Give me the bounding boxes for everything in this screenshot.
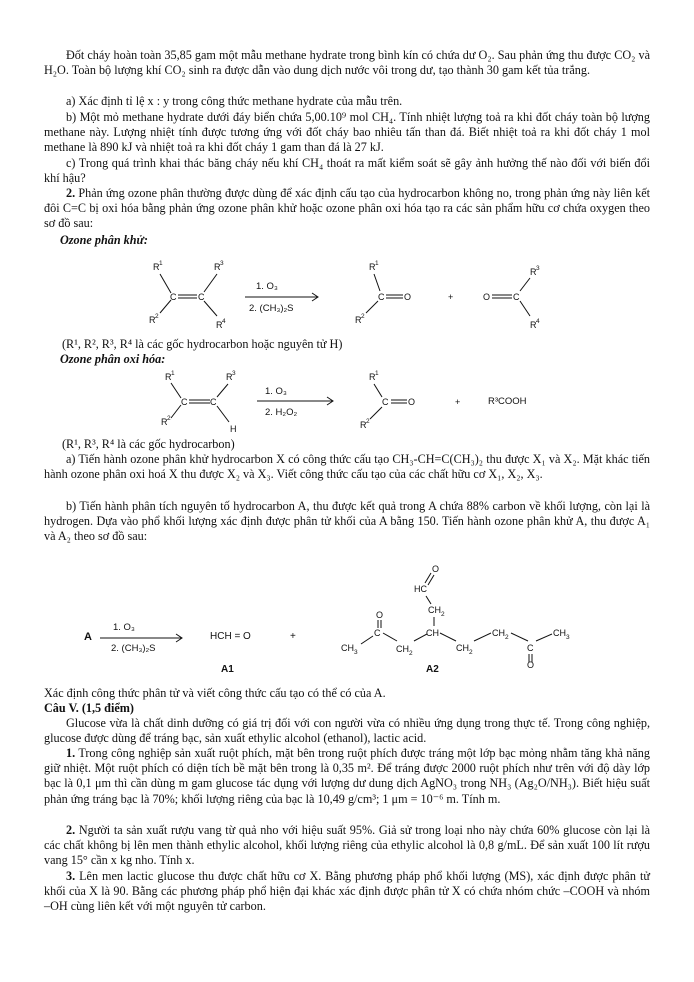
svg-text:CH: CH <box>553 628 566 638</box>
svg-text:C: C <box>382 397 389 407</box>
paragraph-ozonolysis-text: Phản ứng ozone phân thường được dùng để xác định cấu tạo của hydrocarbon không no, trong phản ứng này liên kết đôi C=C bị oxi hóa bằng phản ứng ozone phân khử hoặc ozone phân oxi hóa tạo ra các sản phẩm hữu cơ chứa oxygen theo sơ đồ sau: <box>44 186 650 231</box>
product-A1-formula: HCH = O <box>210 631 251 642</box>
svg-text:O: O <box>527 660 535 668</box>
svg-text:C: C <box>210 397 217 407</box>
product-carboxylic-acid: R³COOH <box>488 396 527 407</box>
paragraph-ozonolysis <box>44 186 650 232</box>
svg-text:R: R <box>216 320 223 330</box>
svg-text:CH: CH <box>428 605 441 615</box>
paragraph-methane-intro: Đốt cháy hoàn toàn 35,85 gam một mẫu methane hydrate trong bình kín có chứa dư O₂. Sau phản ứng thu được CO₂ và H₂O. Toàn bộ lượng khí CO₂ sinh ra được dẫn vào dung dịch nước vôi trong dư, tạo thành 30 gam kết tủa trắng. <box>44 48 650 78</box>
label-A2: A2 <box>426 664 439 675</box>
question-v1-text: Trong công nghiệp sản xuất ruột phích, mặt bên trong ruột phích được tráng một lớp bạc mỏng nhằm tăng khả năng giữ nhiệt. Một ruột phích có diện tích bề mặt bên trong là 0,35 m². Để tráng được 2000 ruột phích như trên với độ dày lớp bạc là 0,1 μm thì cần dùng m gam glucose tác dụng với lượng dư dung dịch AgNO₃ trong NH₃ (Ag₂O/NH₃). Biết hiệu suất phản ứng tráng bạc là 70%; khối lượng riêng của bạc là 10,49 g/cm³; 1 μm = 10⁻⁶ m. Tính m. <box>44 746 650 806</box>
condition-h2o2: 2. H₂O₂ <box>265 407 298 418</box>
item-number-v2: 2. <box>66 823 76 837</box>
svg-text:R: R <box>161 417 168 427</box>
svg-text:C: C <box>513 292 520 302</box>
svg-text:O: O <box>408 397 416 407</box>
svg-text:R: R <box>165 372 172 382</box>
heading-reductive-ozonolysis: Ozone phân khử: <box>60 233 148 247</box>
svg-text:1: 1 <box>159 260 163 267</box>
svg-text:2: 2 <box>361 313 365 320</box>
svg-text:H: H <box>230 424 237 434</box>
label-A1: A1 <box>221 664 234 675</box>
svg-text:CH: CH <box>492 628 505 638</box>
condition-o3: 1. O₃ <box>256 281 278 292</box>
svg-text:3: 3 <box>354 649 358 656</box>
section-heading-cau-v: Câu V. (1,5 điểm) <box>44 701 134 715</box>
svg-text:4: 4 <box>222 318 226 325</box>
svg-text:3: 3 <box>536 265 540 272</box>
question-2b: b) Tiến hành phân tích nguyên tố hydrocarbon A, thu được kết quả trong A chứa 88% carbon về khối lượng, còn lại là hydrogen. Dựa vào phổ khối lượng xác định được phân tử khối của A bằng 150. Tiến hành ozone phân khử A, thu được A₁ và A₂ theo sơ đồ sau: <box>44 499 650 544</box>
svg-text:+: + <box>448 292 454 302</box>
condition-o3-3: 1. O₃ <box>113 622 135 633</box>
question-v2 <box>44 823 650 869</box>
svg-text:R: R <box>153 262 160 272</box>
svg-text:C: C <box>170 292 177 302</box>
svg-text:R: R <box>214 262 221 272</box>
svg-text:R: R <box>149 315 156 325</box>
svg-text:2: 2 <box>366 418 370 425</box>
svg-text:2: 2 <box>167 415 171 422</box>
svg-text:1: 1 <box>375 370 379 377</box>
svg-text:C: C <box>181 397 188 407</box>
svg-text:R: R <box>530 267 537 277</box>
note-substituents: (R¹, R², R³, R⁴ là các gốc hydrocarbon hoặc nguyên tử H) <box>62 337 343 351</box>
svg-text:2: 2 <box>155 313 159 320</box>
question-a: a) Xác định tỉ lệ x : y trong công thức methane hydrate của mẫu trên. <box>66 94 403 108</box>
svg-text:CH: CH <box>341 643 354 653</box>
svg-text:2: 2 <box>441 611 445 618</box>
svg-text:O: O <box>404 292 412 302</box>
question-2a: a) Tiến hành ozone phân khử hydrocarbon X có công thức cấu tạo CH₃-CH=C(CH₃)₂ thu được X₁ và X₂. Mặt khác tiến hành ozone phân oxi hoá X thu được X₂ và X₃. Viết công thức cấu tạo của các chất hữu cơ X₁, X₂, X₃. <box>44 452 650 482</box>
svg-text:2: 2 <box>409 650 413 657</box>
svg-text:O: O <box>376 610 384 620</box>
question-b: b) Một mỏ methane hydrate dưới đáy biển chứa 5,00.10⁹ mol CH₄. Tính nhiệt lượng toả ra khi đốt cháy toàn bộ lượng methane này. Lượng nhiệt tính được tương ứng với đốt cháy bao nhiêu tấn than đá. Biết nhiệt toả ra khi đốt cháy 1 mol methane là 890 kJ và nhiệt toả ra khi đốt cháy 1 gam than đá là 27 kJ. <box>44 110 650 155</box>
question-formula-A: Xác định công thức phân tử và viết công thức cấu tạo có thể có của A. <box>44 686 386 700</box>
note-substituents-2: (R¹, R³, R⁴ là các gốc hydrocarbon) <box>62 437 235 451</box>
svg-text:3: 3 <box>566 634 570 641</box>
svg-text:R: R <box>355 315 362 325</box>
svg-text:R: R <box>360 420 367 430</box>
item-number-v3: 3. <box>66 869 76 883</box>
question-c: c) Trong quá trình khai thác băng cháy nếu khí CH₄ thoát ra mất kiểm soát sẽ gây ảnh hưởng thế nào đối với biến đổi khí hậu? <box>44 156 650 186</box>
compound-A: A <box>84 631 92 643</box>
svg-text:R: R <box>530 320 537 330</box>
svg-text:CH: CH <box>396 644 409 654</box>
condition-dms: 2. (CH₃)₂S <box>249 303 294 314</box>
svg-text:R: R <box>369 262 376 272</box>
item-number-v1: 1. <box>66 746 76 760</box>
svg-text:+: + <box>455 397 461 407</box>
condition-o3-2: 1. O₃ <box>265 386 287 397</box>
svg-text:2: 2 <box>469 649 473 656</box>
heading-oxidative-ozonolysis: Ozone phân oxi hóa: <box>60 352 166 366</box>
condition-dms-3: 2. (CH₃)₂S <box>111 643 156 654</box>
svg-text:C: C <box>378 292 385 302</box>
svg-text:O: O <box>432 564 440 574</box>
scheme-reductive-ozonolysis <box>0 250 694 340</box>
svg-text:C: C <box>527 643 534 653</box>
svg-text:C: C <box>198 292 205 302</box>
svg-text:4: 4 <box>536 318 540 325</box>
svg-text:HC: HC <box>414 584 427 594</box>
svg-text:2: 2 <box>505 634 509 641</box>
plus-sign: + <box>290 631 296 642</box>
svg-text:CH: CH <box>426 628 439 638</box>
svg-text:O: O <box>483 292 491 302</box>
paragraph-glucose-intro: Glucose vừa là chất dinh dưỡng có giá trị đối với con người vừa có nhiều ứng dụng trong thực tế. Trong công nghiệp, glucose được dùng để tráng bạc, sản xuất ethylic alcohol (ethanol), lactic acid. <box>44 716 650 746</box>
scheme-oxidative-ozonolysis <box>0 365 694 435</box>
svg-text:R: R <box>226 372 233 382</box>
svg-text:R: R <box>369 372 376 382</box>
svg-text:3: 3 <box>232 370 236 377</box>
svg-text:C: C <box>374 628 381 638</box>
scheme-ozonolysis-A <box>0 558 694 668</box>
question-v1 <box>44 746 650 807</box>
svg-text:CH: CH <box>456 643 469 653</box>
question-v3-text: Lên men lactic glucose thu được chất hữu cơ X. Bằng phương pháp phổ khối lượng (MS), xác định được phân tử khối của X là 90. Bằng các phương pháp phổ hiện đại khác xác định được phân tử X có chứa nhóm chức –COOH và nhóm –OH cùng liên kết với một nguyên tử carbon. <box>44 869 650 914</box>
svg-text:1: 1 <box>375 260 379 267</box>
item-number-2: 2. <box>66 186 76 200</box>
svg-text:1: 1 <box>171 370 175 377</box>
question-v2-text: Người ta sản xuất rượu vang từ quả nho với hiệu suất 95%. Giả sử trong loại nho này chứa 60% glucose còn lại là các chất không bị lên men thành ethylic alcohol, khối lượng riêng của ethylic alcohol là 0,8 g/mL. Để sản xuất 100 lít rượu vang 15° cần x kg nho. Tính x. <box>44 823 650 868</box>
svg-text:3: 3 <box>220 260 224 267</box>
question-v3 <box>44 869 650 915</box>
